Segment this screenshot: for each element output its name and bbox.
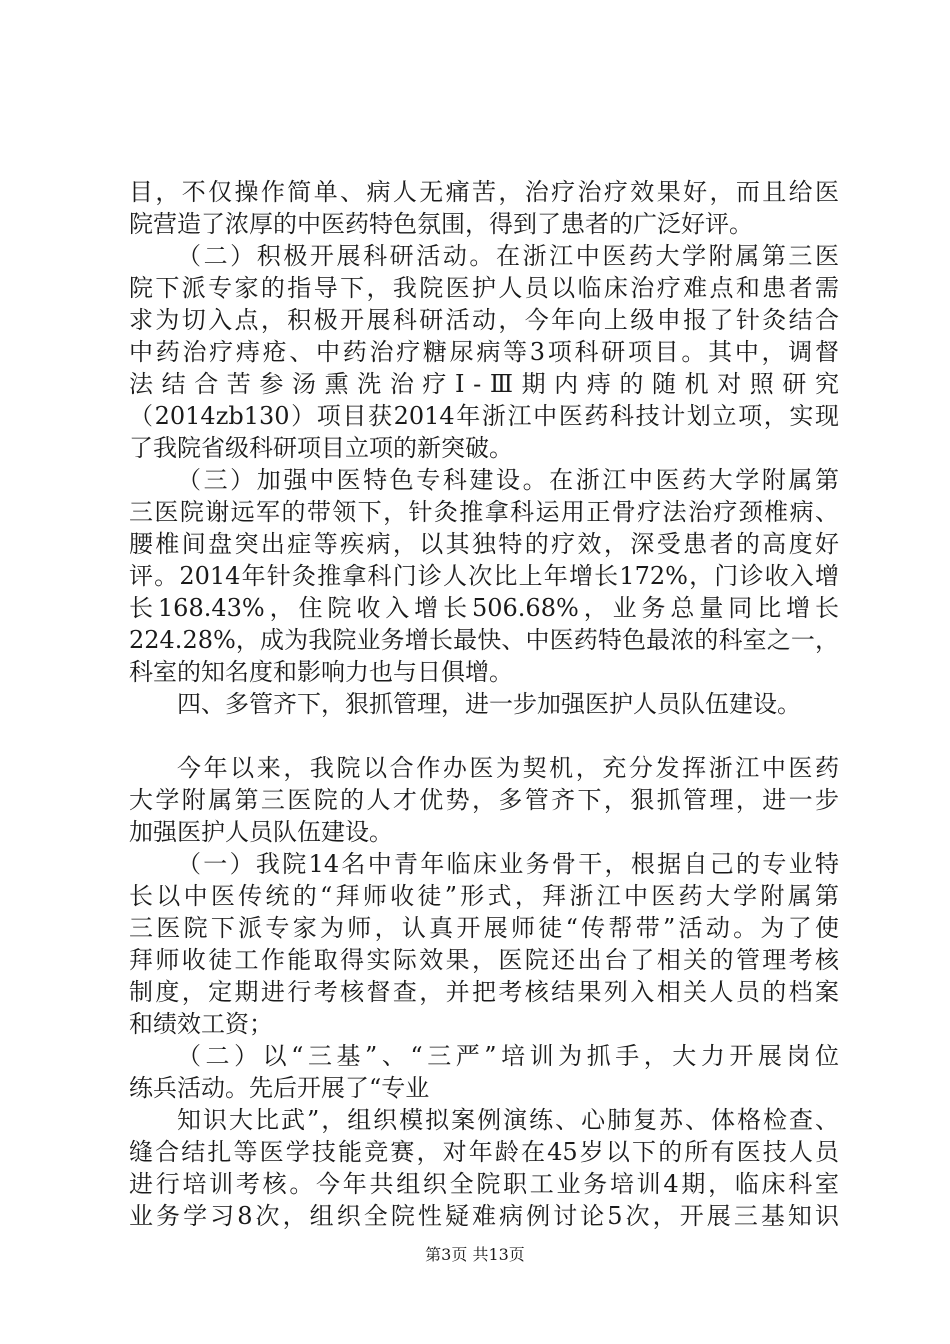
text-line: 大学附属第三医院的人才优势，多管齐下，狠抓管理，进一步: [129, 786, 839, 814]
text-line: 长168.43%，住院收入增长506.68%，业务总量同比增长: [129, 594, 839, 622]
text-line: （一）我院14名中青年临床业务骨干，根据自己的专业特: [177, 850, 839, 878]
text-line: （2014zb130）项目获2014年浙江中医药科技计划立项，实现: [129, 402, 839, 430]
text-line: 三医院谢远军的带领下，针灸推拿科运用正骨疗法治疗颈椎病、: [129, 498, 839, 526]
text-line: （二）积极开展科研活动。在浙江中医药大学附属第三医: [177, 242, 839, 270]
text-line: 院下派专家的指导下，我院医护人员以临床治疗难点和患者需: [129, 274, 839, 302]
text-line: 制度，定期进行考核督查，并把考核结果列入相关人员的档案: [129, 978, 839, 1006]
text-line: 进行培训考核。今年共组织全院职工业务培训4期，临床科室: [129, 1170, 839, 1198]
text-line: 法结合苦参汤熏洗治疗Ⅰ-Ⅲ期内痔的随机对照研究: [129, 370, 839, 398]
text-line: 科室的知名度和影响力也与日俱增。: [129, 658, 513, 686]
text-line: 拜师收徒工作能取得实际效果，医院还出台了相关的管理考核: [129, 946, 839, 974]
text-line: 三医院下派专家为师，认真开展师徒“传帮带”活动。为了使: [129, 914, 839, 942]
text-line: 目，不仅操作简单、病人无痛苦，治疗治疗效果好，而且给医: [129, 178, 839, 206]
text-line: 长以中医传统的“拜师收徒”形式，拜浙江中医药大学附属第: [129, 882, 839, 910]
text-line: 院营造了浓厚的中医药特色氛围，得到了患者的广泛好评。: [129, 210, 753, 238]
text-line: 了我院省级科研项目立项的新突破。: [129, 434, 513, 462]
text-line: 今年以来，我院以合作办医为契机，充分发挥浙江中医药: [177, 754, 839, 782]
text-line: 评。2014年针灸推拿科门诊人次比上年增长172%，门诊收入增: [129, 562, 839, 590]
section-heading: 四、多管齐下，狠抓管理，进一步加强医护人员队伍建设。: [177, 690, 801, 718]
text-line: 练兵活动。先后开展了“专业: [129, 1074, 430, 1102]
text-line: 业务学习8次，组织全院性疑难病例讨论5次，开展三基知识: [129, 1202, 839, 1230]
text-line: 腰椎间盘突出症等疾病，以其独特的疗效，深受患者的高度好: [129, 530, 839, 558]
text-line: 中药治疗痔疮、中药治疗糖尿病等3项科研项目。其中，调督: [129, 338, 839, 366]
text-line: 和绩效工资；: [129, 1010, 273, 1038]
text-line: 求为切入点，积极开展科研活动，今年向上级申报了针灸结合: [129, 306, 839, 334]
text-line: 缝合结扎等医学技能竞赛，对年龄在45岁以下的所有医技人员: [129, 1138, 839, 1166]
text-line: 加强医护人员队伍建设。: [129, 818, 393, 846]
page-footer: 第3页 共13页: [425, 1245, 525, 1264]
text-line: 知识大比武”，组织模拟案例演练、心肺复苏、体格检查、: [177, 1106, 839, 1134]
text-line: （三）加强中医特色专科建设。在浙江中医药大学附属第: [177, 466, 839, 494]
text-line: 224.28%，成为我院业务增长最快、中医药特色最浓的科室之一，: [129, 626, 839, 654]
text-line: （二）以“三基”、“三严”培训为抓手，大力开展岗位: [177, 1042, 839, 1070]
